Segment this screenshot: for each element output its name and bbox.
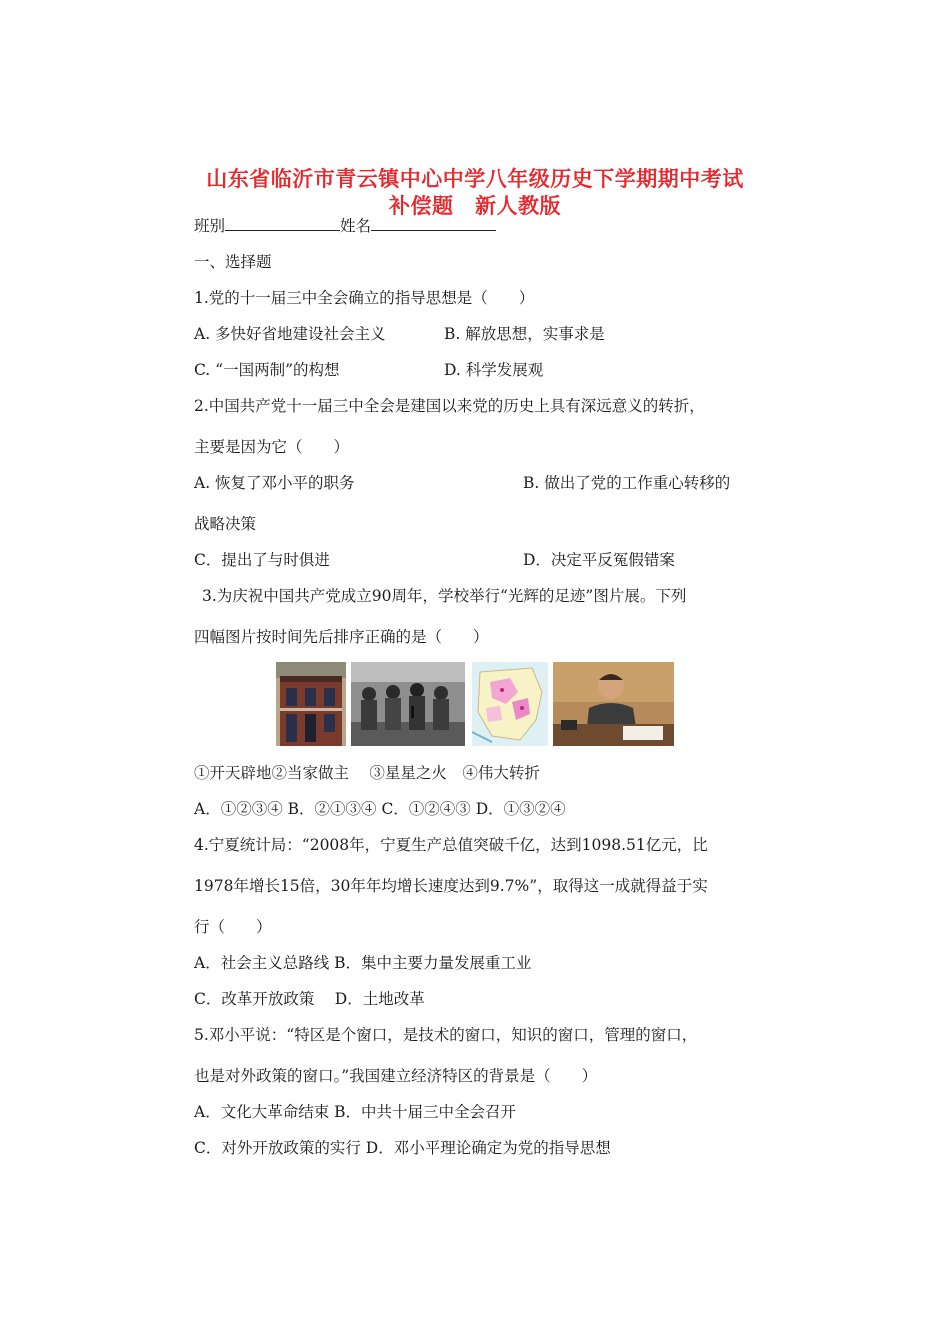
q3-stem-line-1: 3.为庆祝中国共产党成立90周年，学校举行“光辉的足迹”图片展。下列 [202,587,687,605]
q4-stem-line-3: 行（ ） [194,918,272,936]
q5-stem-line-2: 也是对外政策的窗口。”我国建立经济特区的背景是（ ） [194,1067,598,1085]
q5-options-ab: A．文化大革命结束 B．中共十届三中全会召开 [194,1103,517,1121]
q1-stem: 1.党的十一届三中全会确立的指导思想是（ ） [194,289,535,307]
class-blank[interactable] [225,216,340,231]
q3-stem-line-2: 四幅图片按时间先后排序正确的是（ ） [194,628,489,646]
q5-options-cd: C．对外开放政策的实行 D．邓小平理论确定为党的指导思想 [194,1139,611,1157]
red-building-photo [276,662,346,746]
q4-options-cd: C．改革开放政策 D．土地改革 [194,990,425,1008]
q2-option-b: B. 做出了党的工作重心转移的 [523,474,731,492]
doc-title-line-2: 补偿题 新人教版 [389,194,561,218]
q2-option-c: C．提出了与时俱进 [194,551,330,569]
deng-xiaoping-photo [553,662,674,746]
q1-option-a: A. 多快好省地建设社会主义 [194,325,386,343]
q3-image-captions: ①开天辟地②当家做主 ③星星之火 ④伟大转折 [194,764,540,782]
name-label: 姓名 [340,217,372,235]
q2-stem-line-1: 2.中国共产党十一届三中全会是建国以来党的历史上具有深远意义的转折， [194,397,705,415]
q1-option-c: C. “一国两制”的构想 [194,361,340,379]
q2-stem-line-2: 主要是因为它（ ） [194,438,350,456]
doc-title-line-1: 山东省临沂市青云镇中心中学八年级历史下学期期中考试 [206,167,744,191]
name-blank[interactable] [371,216,496,231]
founding-ceremony-photo [351,662,465,746]
q3-options: A．①②③④ B．②①③④ C．①②④③ D．①③②④ [194,800,566,818]
revolutionary-base-map [472,662,548,746]
q5-stem-line-1: 5.邓小平说：“特区是个窗口，是技术的窗口，知识的窗口，管理的窗口， [194,1026,698,1044]
q4-stem-line-1: 4.宁夏统计局：“2008年，宁夏生产总值突破千亿，达到1098.51亿元，比 [194,836,708,854]
q4-stem-line-2: 1978年增长15倍，30年年均增长速度达到9.7%”，取得这一成就得益于实 [194,877,708,895]
q1-option-b: B. 解放思想，实事求是 [444,325,605,343]
q2-option-a: A. 恢复了邓小平的职务 [194,474,355,492]
q4-options-ab: A．社会主义总路线 B．集中主要力量发展重工业 [194,954,532,972]
class-label: 班别 [194,217,226,235]
student-info-row [194,214,496,236]
q2-option-b-continued: 战略决策 [194,515,257,533]
section-heading: 一、选择题 [194,253,272,271]
q2-option-d: D．决定平反冤假错案 [523,551,675,569]
q1-option-d: D. 科学发展观 [444,361,544,379]
